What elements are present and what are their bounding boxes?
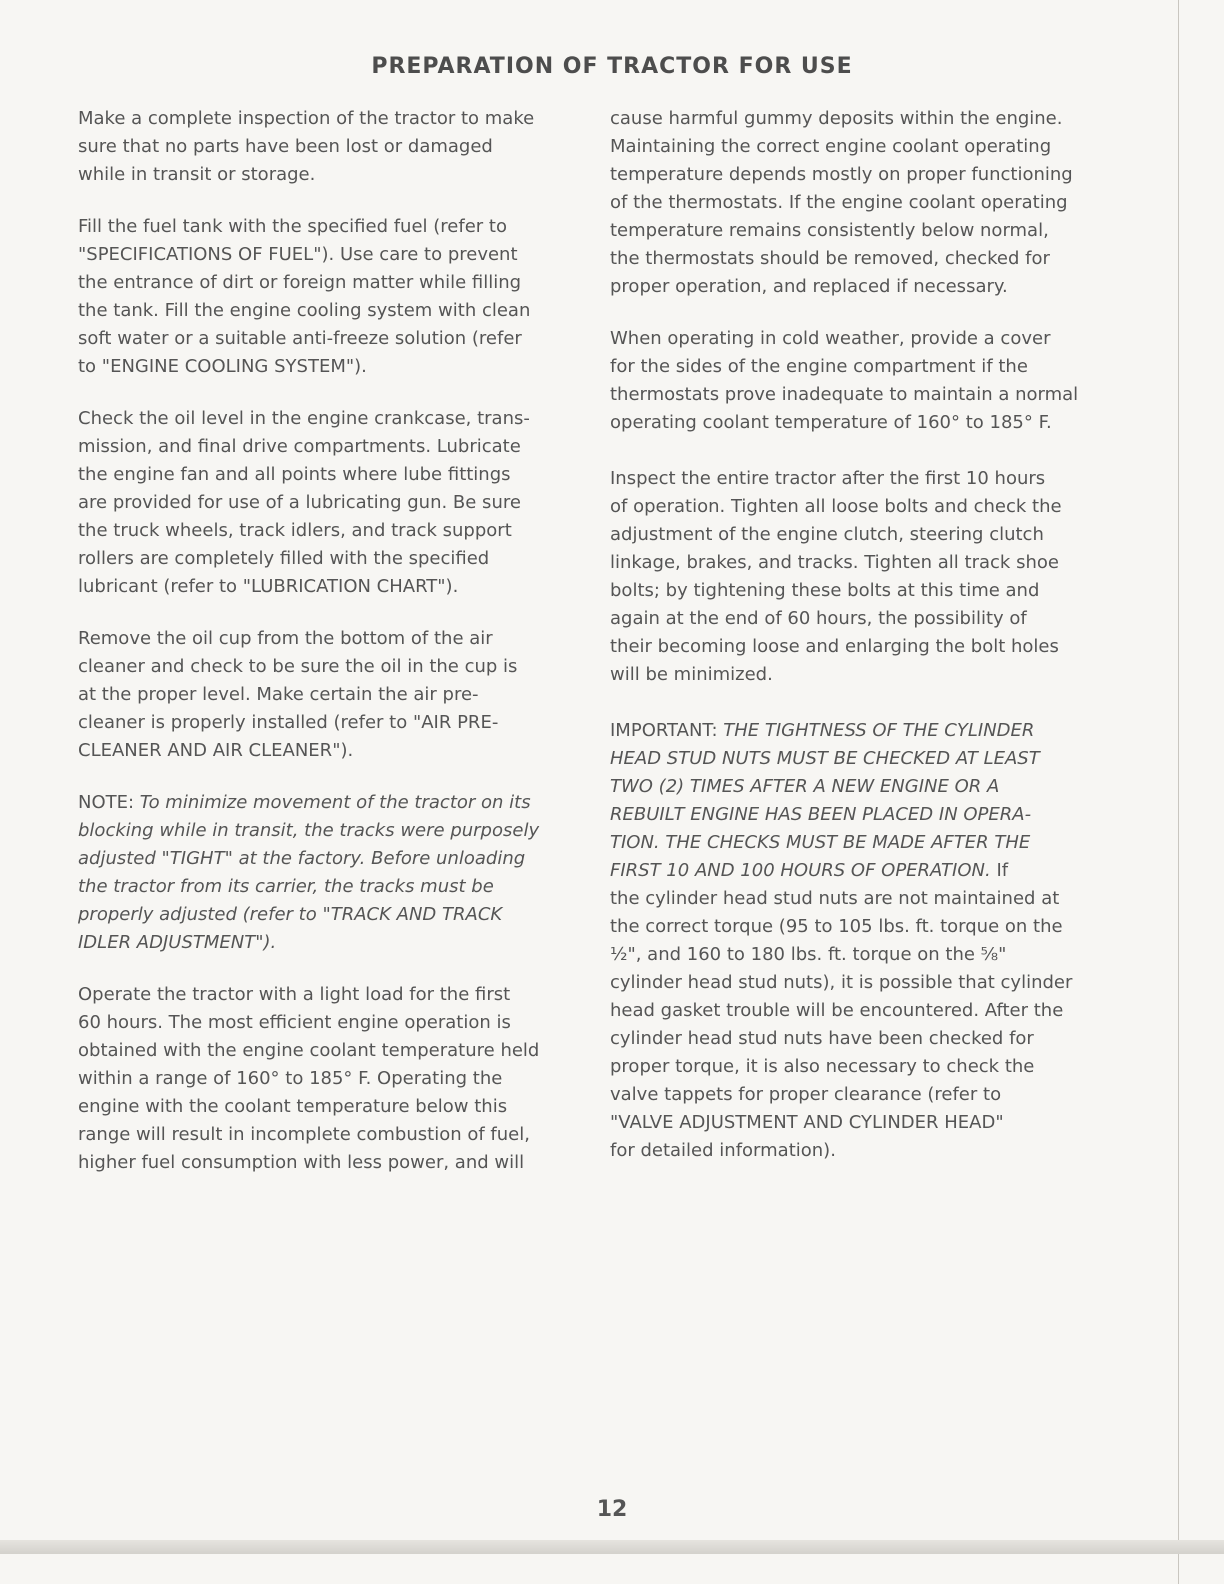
- paragraph-operate: Operate the tractor with a light load for the first 60 hours. The most efficient engine operation is obtained with the engine coolant temperature held within a range of 160° to 185° F. Operating the engine with the coolant temperature below this range will result in incomplete combustion of fuel, higher fuel consumption with less power, and will: [78, 984, 540, 1173]
- important-label: IMPORTANT:: [610, 720, 724, 741]
- page-edge-bottom: [0, 1540, 1224, 1554]
- paragraph-oil-level: Check the oil level in the engine crankcase, trans- mission, and final drive compartments. Lubricate the engine fan and all points where lube fittings are provided for use of a lubricating gun. Be sure the truck wheels, track idlers, and track support rollers are completely filled with the specified lubricant (refer to "LUBRICATION CHART").: [78, 408, 530, 597]
- paragraph-inspect-after: Inspect the entire tractor after the first 10 hours of operation. Tighten all loose bolts and check the adjustment of the engine clutch, steering clutch linkage, brakes, and tracks. Tighten all track shoe bolts; by tightening these bolts at this time and again at the end of 60 hours, the possibility of their becoming loose and enlarging the bolt holes will be minimized.: [610, 468, 1062, 685]
- paragraph-inspection: Make a complete inspection of the tractor to make sure that no parts have been lost or damaged while in transit or storage.: [78, 108, 535, 185]
- paragraph-air-cleaner: Remove the oil cup from the bottom of the air cleaner and check to be sure the oil in the cup is at the proper level. Make certain the air pre- cleaner is properly installed (refer to "AIR PRE- CLEANER AND AIR CLEANER").: [78, 628, 518, 761]
- left-column: [78, 105, 556, 1201]
- paragraph-gummy-deposits: cause harmful gummy deposits within the engine. Maintaining the correct engine coolant operating temperature depends mostly on proper functioning of the thermostats. If the engine coolant operating temperature remains consistently below normal, the thermostats should be removed, checked for proper operation, and replaced if necessary.: [610, 108, 1073, 297]
- note-text: To minimize movement of the tractor on its blocking while in transit, the tracks were purposely adjusted "TIGHT" at the factory. Before unloading the tractor from its carrier, the tracks must be properly adjusted (refer to "TRACK AND TRACK IDLER ADJUSTMENT").: [78, 792, 540, 953]
- paragraph-important: [610, 717, 1088, 1165]
- page-title: PREPARATION OF TRACTOR FOR USE: [371, 54, 853, 79]
- page-edge-right: [1178, 0, 1179, 1584]
- page-number: 12: [596, 1497, 628, 1522]
- paragraph-note: [78, 789, 556, 957]
- paragraph-cold-weather: When operating in cold weather, provide a cover for the sides of the engine compartment if the thermostats prove inadequate to maintain a normal operating coolant temperature of 160° to 185° F.: [610, 328, 1079, 433]
- right-column: [610, 105, 1088, 1189]
- important-italic-text: THE TIGHTNESS OF THE CYLINDER HEAD STUD NUTS MUST BE CHECKED AT LEAST TWO (2) TIMES AFTER A NEW ENGINE OR A REBUILT ENGINE HAS BEEN PLACED IN OPERA- TION. THE CHECKS MUST BE MADE AFTER THE FIRST 10 AND 100 HOURS OF OPERATION.: [610, 720, 1040, 881]
- note-label: NOTE:: [78, 792, 140, 813]
- paragraph-fuel-tank: Fill the fuel tank with the specified fuel (refer to "SPECIFICATIONS OF FUEL"). Use care to prevent the entrance of dirt or foreign matter while filling the tank. Fill the engine cooling system with clean soft water or a suitable anti-freeze solution (refer to "ENGINE COOLING SYSTEM").: [78, 216, 531, 377]
- important-text: If the cylinder head stud nuts are not maintained at the correct torque (95 to 105 lbs. ft. torque on the ½", and 160 to 180 lbs. ft. torque on the ⅝" cylinder head stud nuts), it is possible that cylinder head gasket trouble will be encountered. After the cylinder head stud nuts have been checked for proper torque, it is also necessary to check the valve tappets for proper clearance (refer to "VALVE ADJUSTMENT AND CYLINDER HEAD" for detailed information).: [610, 860, 1073, 1161]
